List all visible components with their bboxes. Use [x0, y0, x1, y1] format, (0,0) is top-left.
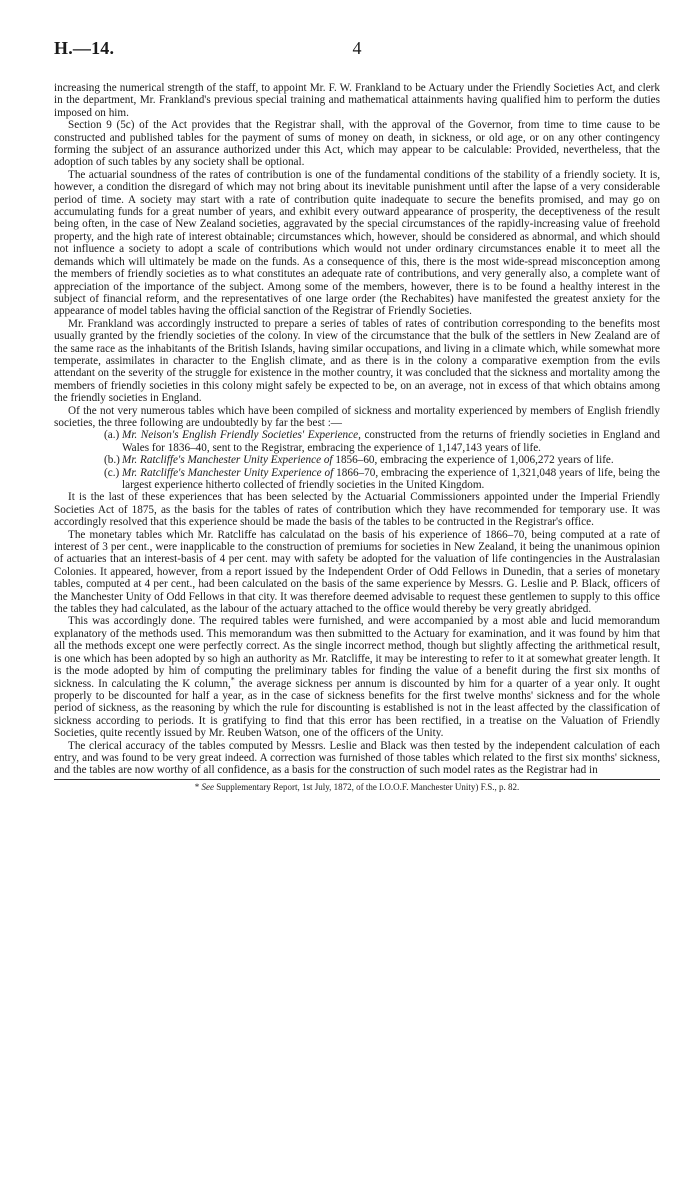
list-item — [104, 454, 660, 466]
footnote-see: See — [201, 781, 215, 792]
list-item-title: Mr. Ratcliffe's Manchester Unity Experience of — [122, 466, 334, 479]
document-id: H.—14. — [54, 38, 115, 58]
paragraph: The monetary tables which Mr. Ratcliffe has calculatad on the basis of his experience of 1866–70, being computed at a rate of interest of 3 per cent., were inapplicable to the construction of premiums for societies in New Zealand, it being the unanimous opinion of actuaries that an interest-basis of 4 per cent. may with safety be adopted for the valuation of life contingencies in the Australasian Colonies. It appeared, however, from a report issued by the Independent Order of Odd Fellows in Dunedin, that a series of monetary tables, computed at 4 per cent., had been calculated on the basis of the same experience by Messrs. G. Leslie and P. Black, officers of the Manchester Unity of Odd Fellows in that city. It was therefore deemed advisable to request these gentlemen to supply to this office the tables they had calculated, as the labour of the actuary attached to the office would thereby be very greatly abridged. — [54, 528, 660, 616]
document-page — [54, 38, 660, 792]
list-item-body: 1866–70, embracing the experience of 1,321,048 years of life, being the largest experience hitherto collected of friendly societies in the United Kingdom. — [122, 466, 661, 491]
paragraph: The actuarial soundness of the rates of contribution is one of the fundamental conditions of the stability of a friendly society. It is, however, a condition the disregard of which may not bring about its inevitable punishment until after the lapse of a very considerable period of time. A society may start with a rate of contribution quite inadequate to secure the benefits promised, and may go on accumulating funds for a great number of years, and exhibit every outward appearance of prosperity, the deceptiveness of the result being often, in the case of New Zealand societies, aggravated by the special circumstances of the rapidly-increasing value of freehold property, and the high rate of interest obtainable; circumstances which, however, should be considered as abnormal, and which should not influence a society to adopt a scale of contributions which would not under ordinary circumstances enable it to meet all the demands which will ultimately be made on the funds. As a consequence of this, there is the most wide-spread misconception among the members of friendly societies as to what constitutes an adequate rate of contributions, and very generally also, a complete want of appreciation of the importance of the subject. Among some of the members, however, there is to be found a healthy interest in the subject of financial reform, and the representatives of one large order (the Rechabites) have manifested the greatest anxiety for the appearance of model tables having the official sanction of the Registrar of Friendly Societies. — [54, 168, 660, 318]
list-item — [104, 467, 660, 492]
list-item-label: (a.) — [104, 429, 120, 442]
footnote-text: Supplementary Report, 1st July, 1872, of the I.O.O.F. Manchester Unity) F.S., p. 82. — [216, 781, 520, 792]
body-text — [54, 82, 660, 777]
page-number: 4 — [352, 38, 362, 58]
paragraph — [54, 615, 660, 739]
paragraph: The clerical accuracy of the tables computed by Messrs. Leslie and Black was then tested by the independent calculation of each entry, and was found to be very great indeed. A correction was furnished of those tables which related to the first six months' sickness, and the tables are now worthy of all confidence, as a basis for the construction of such model rates as the Registrar had in — [54, 739, 660, 777]
paragraph-part: This was accordingly done. The required tables were furnished, and were accompanied by a most able and lucid memorandum explanatory of the methods used. This memorandum was then submitted to the Actuary for examination, and it was found by him that all the methods except one were perfectly correct. As the single incorrect method, though but slightly affecting the arithmetical result, is one which has been adopted by so high an authority as Mr. Ratcliffe, it may be interesting to refer to it at somewhat greater length. It is the mode adopted by him of computing the preliminary tables for finding the value of a benefit during the first six months of sickness. In calculating the K column, — [54, 615, 660, 690]
footnote-mark: * — [194, 781, 200, 792]
list-item-body: 1856–60, embracing the experience of 1,006,272 years of life. — [335, 454, 614, 467]
list-item-body: constructed from the returns of friendly societies in England and Wales for 1836–40, sent to the Registrar, embracing the experience of 1,147,143 years of life. — [122, 429, 661, 454]
paragraph: Of the not very numerous tables which have been compiled of sickness and mortality experienced by members of English friendly societies, the three following are undoubtedly by far the best :— — [54, 404, 660, 429]
paragraph: increasing the numerical strength of the staff, to appoint Mr. F. W. Frankland to be Actuary under the Friendly Societies Act, and clerk in the department, Mr. Frankland's previous special training and mathematical attainments having qualified him to perform the duties imposed on him. — [54, 82, 660, 119]
paragraph: It is the last of these experiences that has been selected by the Actuarial Commissioners appointed under the Imperial Friendly Societies Act of 1875, as the basis for the tables of rates of contribution which they have recommended for temporary use. It was accordingly resolved that this experience should be made the basis of the tables to be contructed in the Registrar's office. — [54, 491, 660, 529]
list-item-title: Mr. Neison's English Friendly Societies' Experience, — [122, 429, 361, 442]
list-item-label: (c.) — [104, 466, 120, 479]
paragraph: Section 9 (5c) of the Act provides that the Registrar shall, with the approval of the Governor, from time to time cause to be constructed and published tables for the payment of sums of money on death, in sickness, or old age, or on any other contingency forming the subject of an assurance authorized under this Act, which may appear to be calculable: Provided, nevertheless, that the adoption of such tables by any society shall be optional. — [54, 119, 660, 169]
list-item-title: Mr. Ratcliffe's Manchester Unity Experience of — [122, 454, 333, 467]
list-item-text — [122, 467, 660, 492]
footnote-divider — [54, 779, 660, 780]
list-item — [104, 429, 660, 454]
list-item-label: (b.) — [104, 454, 120, 467]
paragraph: Mr. Frankland was accordingly instructed to prepare a series of tables of rates of contribution corresponding to the benefits most usually granted by the friendly societies of the colony. In view of the circumstance that the bulk of the settlers in New Zealand are of the same race as the inhabitants of the British Islands, having similar occupations, and living in a climate which, while somewhat more temperate, assimilates in character to the English climate, and as there is in the colony a comparative exemption from the evils attendant on the severity of the struggle for existence in the mother country, it was concluded that the sickness and mortality among the members of friendly societies in this colony might safely be expected to be, on an average, not in excess of that which obtains among the friendly societies in England. — [54, 317, 660, 405]
list-item-text — [122, 454, 660, 466]
footnote-reference: * — [230, 674, 235, 684]
page-header — [54, 38, 660, 64]
footnote — [54, 782, 660, 792]
paragraph-part: the average sickness per annum is discounted by him for a quarter of a year only. It ought properly to be discounted for half a year, as in the case of sickness benefits for the first twelve months' sickness and for the whole period of sickness, as the reasoning by which the rule for discounting is established is not in the least affected by the classification of sickness according to periods. It is gratifying to find that this error has been rectified, in a treatise on the Valuation of Friendly Societies, quite recently issued by Mr. Reuben Watson, one of the officers of the Unity. — [54, 677, 660, 740]
list-item-text — [122, 429, 660, 454]
